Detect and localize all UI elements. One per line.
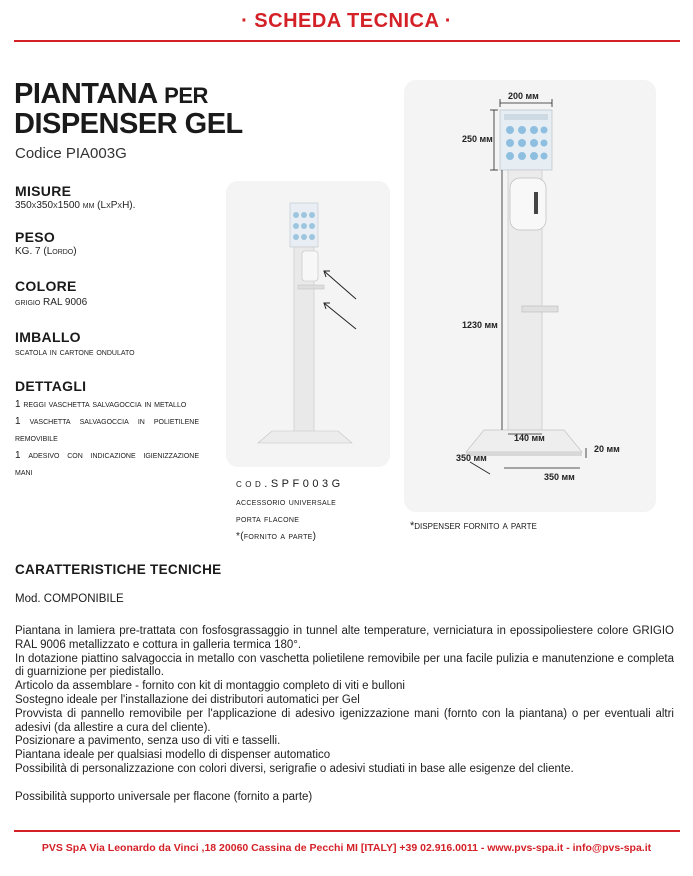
tech-body bbox=[15, 625, 674, 805]
product-title-line2: DISPENSER GEL bbox=[14, 108, 243, 140]
dim-base-depth: 350 мм bbox=[456, 453, 487, 463]
misure-value: 350x350x1500 mm (LxPxH). bbox=[15, 200, 136, 211]
imballo-label: IMBALLO bbox=[15, 329, 81, 345]
dettagli-list bbox=[15, 396, 199, 481]
peso-value-note: (Lordo) bbox=[43, 246, 77, 257]
product-code: Codice PIA003G bbox=[15, 145, 127, 162]
footer-divider bbox=[14, 830, 680, 832]
dim-panel-height: 250 мм bbox=[462, 134, 493, 144]
tech-paragraph: Articolo da assemblare - fornito con kit di montaggio completo di viti e bulloni bbox=[15, 680, 405, 693]
product-title-line1: PIANTANA bbox=[14, 78, 157, 110]
accessory-line2: porta flacone bbox=[236, 514, 300, 525]
page-header-title: · SCHEDA TECNICA · bbox=[241, 10, 452, 32]
dimension-photo bbox=[404, 80, 656, 512]
accessory-line3: *(fornito a parte) bbox=[236, 531, 317, 542]
tech-paragraph: In dotazione piattino salvagoccia in metallo con vaschetta polietilene removibile per una facile pulizia e manutenzione e completa di guarnizione per piedistallo. bbox=[15, 652, 674, 679]
dettagli-item: 1 adesivo con indicazione igienizzazione mani bbox=[15, 450, 199, 478]
colore-label: COLORE bbox=[15, 278, 77, 294]
imballo-value: scatola in cartone ondulato bbox=[15, 347, 135, 358]
dettagli-item: 1 vaschetta salvagoccia in polietilene removibile bbox=[15, 416, 199, 444]
tech-heading: CARATTERISTICHE TECNICHE bbox=[15, 562, 222, 577]
dim-post-height: 1230 мм bbox=[462, 320, 498, 330]
dettagli-label: DETTAGLI bbox=[15, 378, 87, 394]
product-title-per: PER bbox=[164, 83, 208, 108]
header-divider bbox=[14, 40, 680, 42]
peso-value-main: KG. 7 bbox=[15, 246, 41, 257]
misure-label: MISURE bbox=[15, 183, 72, 199]
accessory-photo bbox=[226, 181, 390, 467]
dim-base-width: 350 мм bbox=[544, 472, 575, 482]
product-title bbox=[14, 80, 243, 139]
tech-model: Mod. COMPONIBILE bbox=[15, 593, 124, 605]
tech-paragraph: Provvista di pannello removibile per l'applicazione di adesivo igenizzazione mani (fornto con la piantana) o per eventuali altri adesivi (da allestire a cura del cliente). bbox=[15, 707, 674, 734]
tech-paragraph: Piantana in lamiera pre-trattata con fosfosgrassaggio in tunnel alte temperature, verniciatura in epossipoliestere colore GRIGIO RAL 9006 metallizzato e cottura in galleria termica 180°. bbox=[15, 625, 674, 651]
tech-paragraph: Sostegno ideale per l'installazione dei distributori automatici per Gel bbox=[15, 693, 360, 706]
tech-paragraph: Posizionare a pavimento, senza uso di viti e tasselli. bbox=[15, 735, 281, 748]
dispenser-note: *dispenser fornito a parte bbox=[410, 520, 537, 532]
footer-contact: PVS SpA Via Leonardo da Vinci ,18 20060 Cassina de Pecchi MI [ITALY] +39 02.916.0011 - www.pvs-spa.it - info@pvs-spa.it bbox=[41, 842, 652, 854]
accessory-line1: accessorio universale bbox=[236, 497, 337, 508]
peso-value bbox=[15, 246, 77, 257]
tech-last-paragraph: Possibilità supporto universale per flacone (fornito a parte) bbox=[15, 790, 313, 803]
stand-illustration bbox=[226, 181, 390, 467]
dim-top-width: 200 мм bbox=[508, 91, 539, 101]
accessory-code: cod.SPF003G bbox=[236, 478, 344, 490]
tech-paragraph: Piantana ideale per qualsiasi modello di dispenser automatico bbox=[15, 749, 331, 762]
dim-post-width: 140 мм bbox=[514, 433, 545, 443]
dettagli-item: 1 reggi vaschetta salvagoccia in metallo bbox=[15, 399, 187, 410]
dim-base-thickness: 20 мм bbox=[594, 444, 620, 454]
peso-label: PESO bbox=[15, 229, 56, 245]
colore-value: grigio RAL 9006 bbox=[15, 297, 88, 308]
tech-paragraph: Possibilità di personalizzazione con colori diversi, serigrafie o adesivi studiati in base alle esigenze del cliente. bbox=[15, 762, 574, 775]
